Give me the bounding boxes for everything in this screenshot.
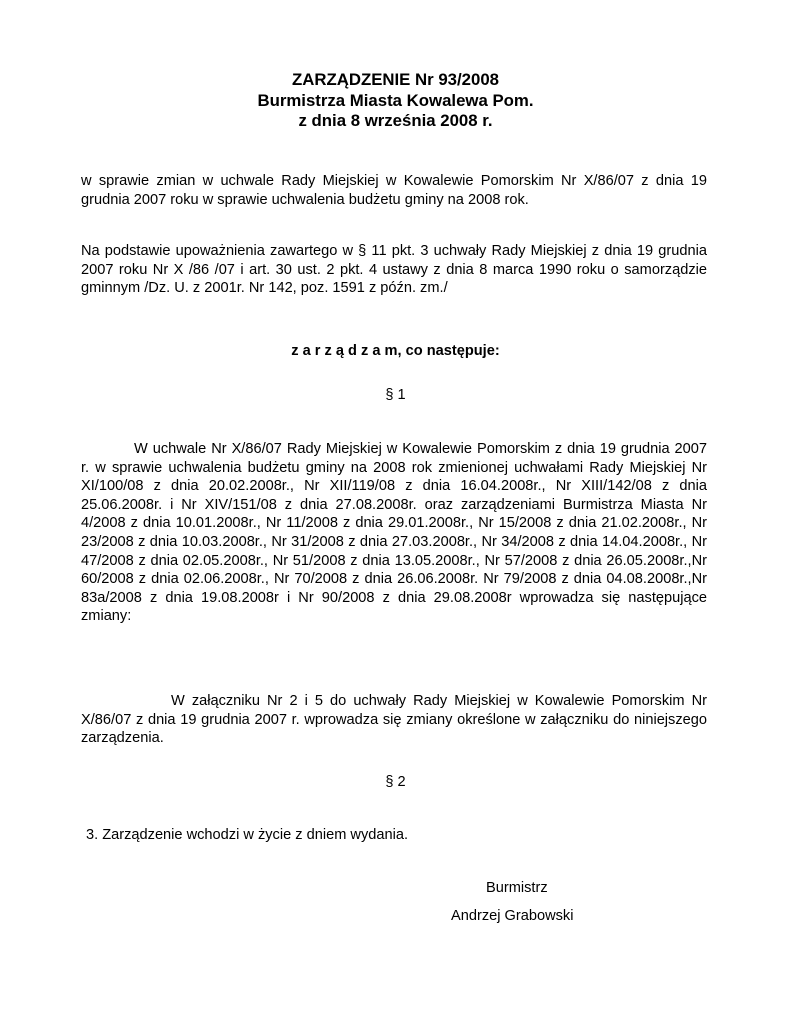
signature-role: Burmistrz	[486, 880, 548, 896]
document-title	[0, 70, 791, 132]
section-1-heading: § 1	[385, 387, 406, 403]
section-1-paragraph-1: W uchwale Nr X/86/07 Rady Miejskiej w Kowalewie Pomorskim z dnia 19 grudnia 2007 r. w sprawie uchwalenia budżetu gminy na 2008 rok zmienionej uchwałami Rady Miejskiej Nr XI/100/08 z dnia 20.02.2008r., Nr XII/119/08 z dnia 16.04.2008r., Nr XIII/142/08 z dnia 25.06.2008r. i Nr XIV/151/08 z dnia 27.08.2008r. oraz zarządzeniami Burmistrza Miasta Nr 4/2008 z dnia 10.01.2008r., Nr 11/2008 z dnia 29.01.2008r., Nr 15/2008 z dnia 21.02.2008r., Nr 23/2008 z dnia 10.03.2008r., Nr 31/2008 z dnia 27.03.2008r., Nr 34/2008 z dnia 14.04.2008r., Nr 47/2008 z dnia 02.05.2008r., Nr 51/2008 z dnia 13.05.2008r., Nr 57/2008 z dnia 26.05.2008r.,Nr 60/2008 z dnia 02.06.2008r., Nr 70/2008 z dnia 26.06.2008r. Nr 79/2008 z dnia 04.08.2008r.,Nr 83a/2008 z dnia 19.08.2008r i Nr 90/2008 z dnia 29.08.2008r wprowadza się następujące zmiany:	[81, 441, 707, 625]
signature-name: Andrzej Grabowski	[451, 908, 574, 924]
section-1-paragraph-2: W załączniku Nr 2 i 5 do uchwały Rady Miejskiej w Kowalewie Pomorskim Nr X/86/07 z dnia 19 grudnia 2007 r. wprowadza się zmiany określone w załączniku do niniejszego zarządzenia.	[81, 693, 707, 747]
legal-basis-paragraph: Na podstawie upoważnienia zawartego w § 11 pkt. 3 uchwały Rady Miejskiej z dnia 19 grudnia 2007 roku Nr X /86 /07 i art. 30 ust. 2 pkt. 4 ustawy z dnia 8 marca 1990 roku o samorządzie gminnym /Dz. U. z 2001r. Nr 142, poz. 1591 z późn. zm./	[81, 243, 707, 297]
section-2-paragraph: 3. Zarządzenie wchodzi w życie z dniem wydania.	[86, 827, 409, 843]
section-2-heading: § 2	[385, 774, 406, 790]
title-date: z dnia 8 września 2008 r.	[298, 111, 493, 130]
decree-phrase: z a r z ą d z a m, co następuje:	[291, 343, 500, 359]
title-decree-number: ZARZĄDZENIE Nr 93/2008	[291, 70, 500, 89]
subject-paragraph: w sprawie zmian w uchwale Rady Miejskiej w Kowalewie Pomorskim Nr X/86/07 z dnia 19 grudnia 2007 roku w sprawie uchwalenia budżetu gminy na 2008 rok.	[81, 173, 707, 208]
title-issuer: Burmistrza Miasta Kowalewa Pom.	[257, 90, 534, 110]
